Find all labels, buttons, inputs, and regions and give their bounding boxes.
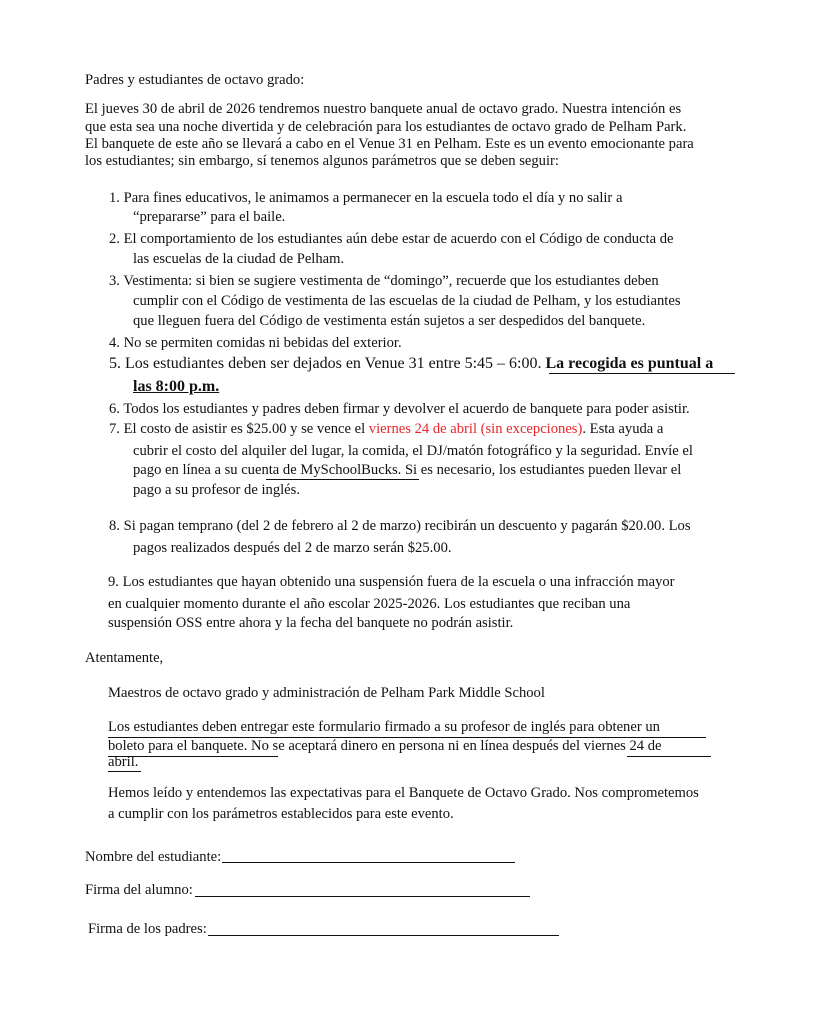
pickup-time-bold: La recogida es puntual a: [545, 355, 714, 372]
list-item-6: 6. Todos los estudiantes y padres deben firmar y devolver el acuerdo de banquete para poder asistir.: [109, 401, 690, 417]
closing: Atentamente,: [85, 650, 164, 666]
list-item-9: 9. Los estudiantes que hayan obtenido una suspensión fuera de la escuela o una infracción mayor: [108, 574, 675, 590]
intro-line: los estudiantes; sin embargo, sí tenemos algunos parámetros que se deben seguir:: [85, 153, 559, 169]
list-item-1: 1. Para fines educativos, le animamos a permanecer en la escuela todo el día y no salir a: [109, 190, 623, 206]
list-item-3: 3. Vestimenta: si bien se sugiere vestimenta de “domingo”, recuerde que los estudiantes deben: [109, 273, 659, 289]
list-item-8: 8. Si pagan temprano (del 2 de febrero al 2 de marzo) recibirán un descuento y pagarán $20.00. Los: [109, 518, 691, 534]
intro-line: El banquete de este año se llevará a cabo en el Venue 31 en Pelham. Este es un evento emocionante para: [85, 136, 694, 152]
underline: [627, 756, 711, 757]
list-item-5: [109, 355, 713, 373]
agreement-line: a cumplir con los parámetros establecidos para este evento.: [108, 806, 454, 822]
underline: [266, 479, 419, 480]
list-item-2-cont: las escuelas de la ciudad de Pelham.: [133, 251, 345, 267]
agreement-line: Hemos leído y entendemos las expectativas para el Banquete de Octavo Grado. Nos comprometemos: [108, 785, 699, 801]
list-item-7-cont: pago en línea a su cuenta de MySchoolBucks. Si es necesario, los estudiantes pueden llevar el: [133, 462, 682, 478]
student-signature-field[interactable]: [195, 896, 530, 897]
notice-line: boleto para el banquete. No se aceptará dinero en persona ni en línea después del viernes 24 de: [108, 738, 662, 754]
parent-signature-label: Firma de los padres:: [88, 921, 207, 937]
pickup-time-bold: [133, 378, 219, 396]
list-item-7-cont: cubrir el costo del alquiler del lugar, la comida, el DJ/matón fotográfico y la seguridad. Envíe el: [133, 443, 693, 459]
notice-line: Los estudiantes deben entregar este formulario firmado a su profesor de inglés para obtener un: [108, 719, 660, 735]
list-item-4: 4. No se permiten comidas ni bebidas del exterior.: [109, 335, 402, 351]
item-7-text: 7. El costo de asistir es $25.00 y se vence el: [109, 421, 369, 437]
student-signature-label: Firma del alumno:: [85, 882, 193, 898]
student-name-field[interactable]: [222, 862, 515, 863]
salutation: Padres y estudiantes de octavo grado:: [85, 72, 305, 88]
list-item-9-cont: en cualquier momento durante el año escolar 2025-2026. Los estudiantes que reciban una: [108, 596, 631, 612]
underline: [108, 771, 141, 772]
list-item-8-cont: pagos realizados después del 2 de marzo serán $25.00.: [133, 540, 452, 556]
underline: [549, 373, 735, 374]
list-item-3-cont: cumplir con el Código de vestimenta de las escuelas de la ciudad de Pelham, y los estudiantes: [133, 293, 681, 309]
intro-line: El jueves 30 de abril de 2026 tendremos nuestro banquete anual de octavo grado. Nuestra intención es: [85, 101, 682, 117]
list-item-7-cont: pago a su profesor de inglés.: [133, 482, 300, 498]
intro-line: que esta sea una noche divertida y de celebración para los estudiantes de octavo grado de Pelham Park.: [85, 119, 687, 135]
notice-line: abril.: [108, 754, 139, 770]
list-item-1-cont: “prepararse” para el baile.: [133, 209, 286, 225]
item-5-text: 5. Los estudiantes deben ser dejados en Venue 31 entre 5:45 – 6:00.: [109, 355, 546, 372]
due-date-red: viernes 24 de abril (sin excepciones): [368, 421, 583, 437]
list-item-2: 2. El comportamiento de los estudiantes aún debe estar de acuerdo con el Código de conducta de: [109, 231, 674, 247]
list-item-9-cont: suspensión OSS entre ahora y la fecha del banquete no podrán asistir.: [108, 615, 514, 631]
student-name-label: Nombre del estudiante:: [85, 849, 222, 865]
item-7-text: . Esta ayuda a: [582, 421, 664, 437]
pickup-time-text: las 8:00 p.m.: [133, 378, 220, 395]
list-item-3-cont: que lleguen fuera del Código de vestimenta están sujetos a ser despedidos del banquete.: [133, 313, 646, 329]
parent-signature-field[interactable]: [208, 935, 559, 936]
signature: Maestros de octavo grado y administración de Pelham Park Middle School: [108, 685, 545, 701]
list-item-7: [109, 420, 663, 438]
